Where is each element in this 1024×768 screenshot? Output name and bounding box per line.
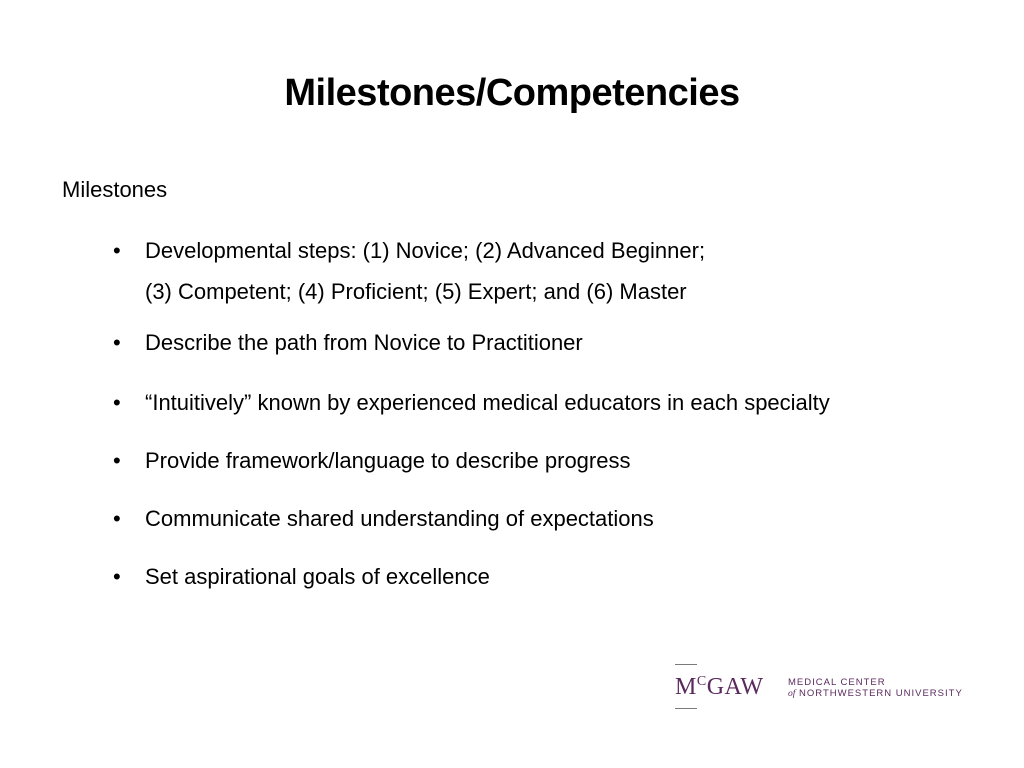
logo-subtitle-line1: MEDICAL CENTER xyxy=(788,677,886,688)
mcgaw-logo xyxy=(675,664,963,712)
bullet-dot: • xyxy=(113,448,121,473)
bullet-text: “Intuitively” known by experienced medical educators in each specialty xyxy=(145,390,830,415)
bullet-item xyxy=(113,234,893,309)
logo-rule-bottom xyxy=(675,708,697,709)
bullet-dot: • xyxy=(113,238,121,263)
bullet-dot: • xyxy=(113,330,121,355)
bullet-text: Describe the path from Novice to Practitioner xyxy=(145,330,583,355)
bullet-item xyxy=(113,386,893,420)
bullet-item xyxy=(113,444,893,478)
bullet-dot: • xyxy=(113,506,121,531)
logo-rule-top xyxy=(675,664,697,665)
bullet-item xyxy=(113,502,893,536)
section-label: Milestones xyxy=(62,177,168,202)
bullet-continuation: (3) Competent; (4) Proficient; (5) Expert; and (6) Master xyxy=(145,279,687,304)
logo-wordmark: $M^CGAW$ xyxy=(675,674,764,700)
bullet-dot: • xyxy=(113,564,121,589)
slide-title: Milestones/Competencies xyxy=(284,72,740,114)
logo-subtitle-line2: of NORTHWESTERN UNIVERSITY xyxy=(788,688,963,699)
bullet-text: Set aspirational goals of excellence xyxy=(145,564,490,589)
bullet-dot: • xyxy=(113,390,121,415)
bullet-text: Communicate shared understanding of expectations xyxy=(145,506,654,531)
bullet-text: Provide framework/language to describe progress xyxy=(145,448,631,473)
bullet-item xyxy=(113,560,893,594)
bullet-text: Developmental steps: (1) Novice; (2) Advanced Beginner; xyxy=(145,238,706,263)
bullet-list xyxy=(113,234,893,594)
bullet-item xyxy=(113,326,893,360)
